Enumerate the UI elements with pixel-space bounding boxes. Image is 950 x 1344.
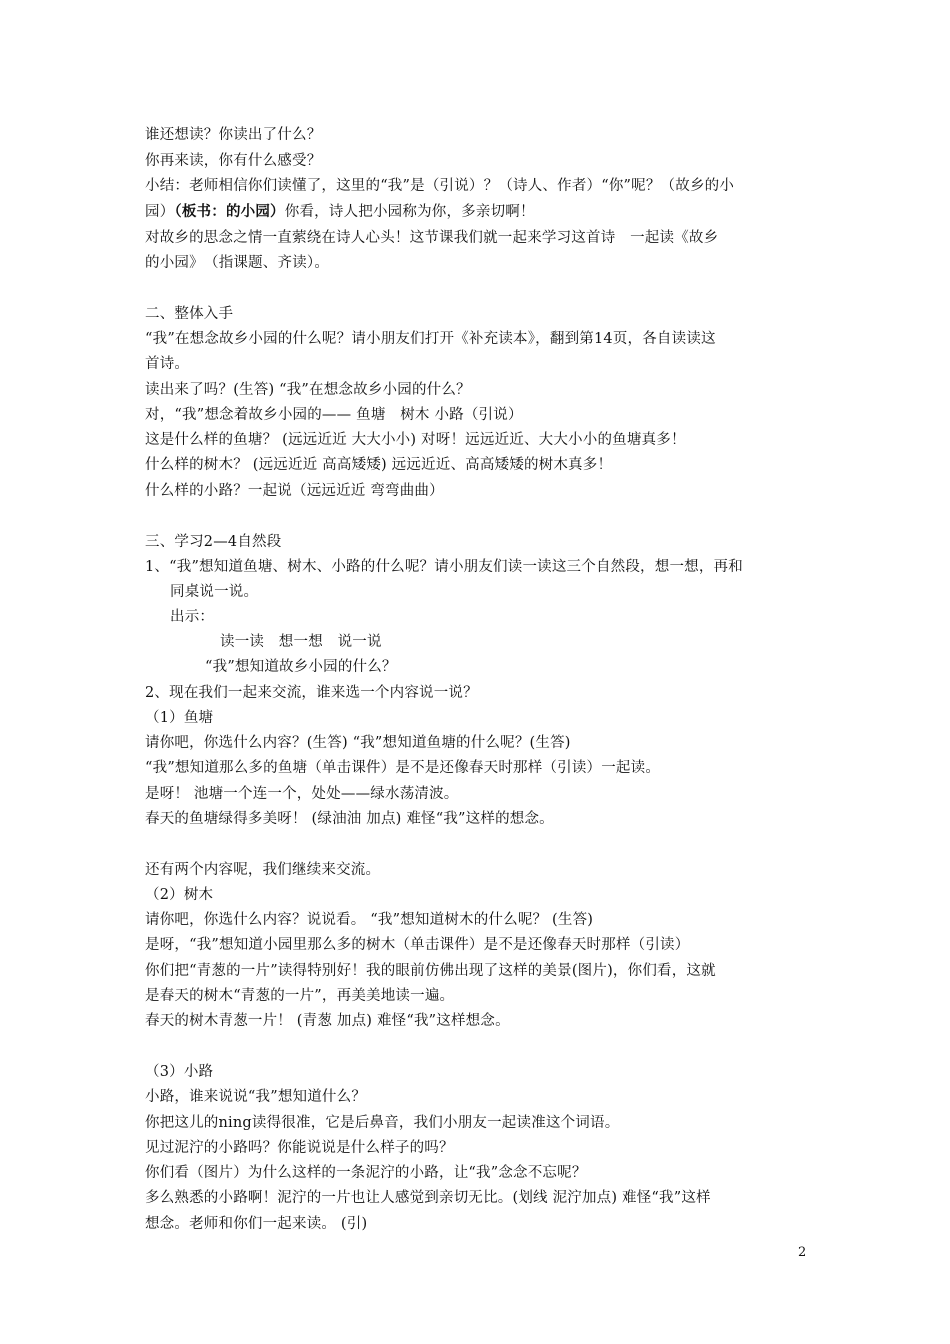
text-line: 多么熟悉的小路啊！泥泞的一片也让人感觉到亲切无比。(划线 泥泞加点) 难怪“我”这样 xyxy=(145,1190,711,1206)
text-line: 对，“我”想念着故乡小园的—— 鱼塘 树木 小路（引说） xyxy=(145,407,523,423)
text-segment: 你看，诗人把小园称为你，多亲切啊！ xyxy=(284,204,535,220)
text-line: 同桌说一说。 xyxy=(170,584,259,600)
text-line: 春天的树木青葱一片！ (青葱 加点) 难怪“我”这样想念。 xyxy=(145,1013,510,1029)
text-line xyxy=(145,200,535,224)
text-line: 你们把“青葱的一片”读得特别好！我的眼前仿佛出现了这样的美景(图片)，你们看，这就 xyxy=(145,963,716,979)
text-line: 出示： xyxy=(170,609,215,625)
text-line: 1、“我”想知道鱼塘、树木、小路的什么呢？请小朋友们读一读这三个自然段，想一想，再和 xyxy=(145,559,743,575)
text-line: 还有两个内容呢，我们继续来交流。 xyxy=(145,862,381,878)
text-line: 想念。老师和你们一起来读。 (引) xyxy=(145,1216,368,1232)
blackboard-note: （板书：的小园） xyxy=(174,203,285,220)
page-number: 2 xyxy=(798,1245,807,1260)
text-line: 见过泥泞的小路吗？你能说说是什么样子的吗？ xyxy=(145,1140,454,1156)
text-line: 这是什么样的鱼塘？ (远远近近 大大小小) 对呀！远远近近、大大小小的鱼塘真多！ xyxy=(145,432,686,448)
text-line: “我”想知道那么多的鱼塘（单击课件）是不是还像春天时那样（引读）一起读。 xyxy=(145,760,661,776)
text-line: 小结：老师相信你们读懂了，这里的“我”是（引说）？（诗人、作者）“你”呢？（故乡的小 xyxy=(145,178,735,194)
text-line: （3）小路 xyxy=(145,1064,214,1080)
text-line: 对故乡的思念之情一直萦绕在诗人心头！这节课我们就一起来学习这首诗 一起读《故乡 xyxy=(145,230,719,246)
text-line: 你们看（图片）为什么这样的一条泥泞的小路，让“我”念念不忘呢？ xyxy=(145,1165,587,1181)
text-line: 小路，谁来说说“我”想知道什么？ xyxy=(145,1089,367,1105)
text-line: “我”想知道故乡小园的什么？ xyxy=(205,659,397,675)
text-line: 你把这儿的ning读得很准，它是后鼻音，我们小朋友一起读准这个词语。 xyxy=(145,1115,620,1131)
text-line: 什么样的树木？ (远远近近 高高矮矮) 远远近近、高高矮矮的树木真多！ xyxy=(145,457,613,473)
text-line: 春天的鱼塘绿得多美呀！ (绿油油 加点) 难怪“我”这样的想念。 xyxy=(145,811,554,827)
section-heading: 二、整体入手 xyxy=(145,306,234,322)
text-line: 什么样的小路？一起说（远远近近 弯弯曲曲） xyxy=(145,483,444,499)
text-line: （1）鱼塘 xyxy=(145,710,214,726)
text-line: 你再来读，你有什么感受？ xyxy=(145,153,322,169)
text-line: 谁还想读？你读出了什么？ xyxy=(145,127,322,143)
text-line: 首诗。 xyxy=(145,356,190,372)
text-line: 的小园》 （指课题、齐读）。 xyxy=(145,255,330,271)
text-line: 请你吧，你选什么内容？说说看。 “我”想知道树木的什么呢？ (生答) xyxy=(145,912,594,928)
text-segment: 园） xyxy=(145,204,175,220)
text-line: 是呀，“我”想知道小园里那么多的树木（单击课件）是不是还像春天时那样（引读） xyxy=(145,937,690,953)
text-line: 2、现在我们一起来交流，谁来选一个内容说一说？ xyxy=(145,685,478,701)
text-line: 读出来了吗？(生答) “我”在想念故乡小园的什么？ xyxy=(145,382,471,398)
text-line: 请你吧，你选什么内容？(生答) “我”想知道鱼塘的什么呢？(生答) xyxy=(145,735,571,751)
text-line: 是呀！ 池塘一个连一个，处处——绿水荡清波。 xyxy=(145,786,459,802)
text-line: 读一读 想一想 说一说 xyxy=(220,634,382,650)
section-heading: 三、学习2—4自然段 xyxy=(145,534,282,550)
text-line: “我”在想念故乡小园的什么呢？请小朋友们打开《补充读本》，翻到第14页，各自读读这 xyxy=(145,331,716,347)
text-line: 是春天的树木“青葱的一片”，再美美地读一遍。 xyxy=(145,988,455,1004)
text-line: （2）树木 xyxy=(145,887,214,903)
